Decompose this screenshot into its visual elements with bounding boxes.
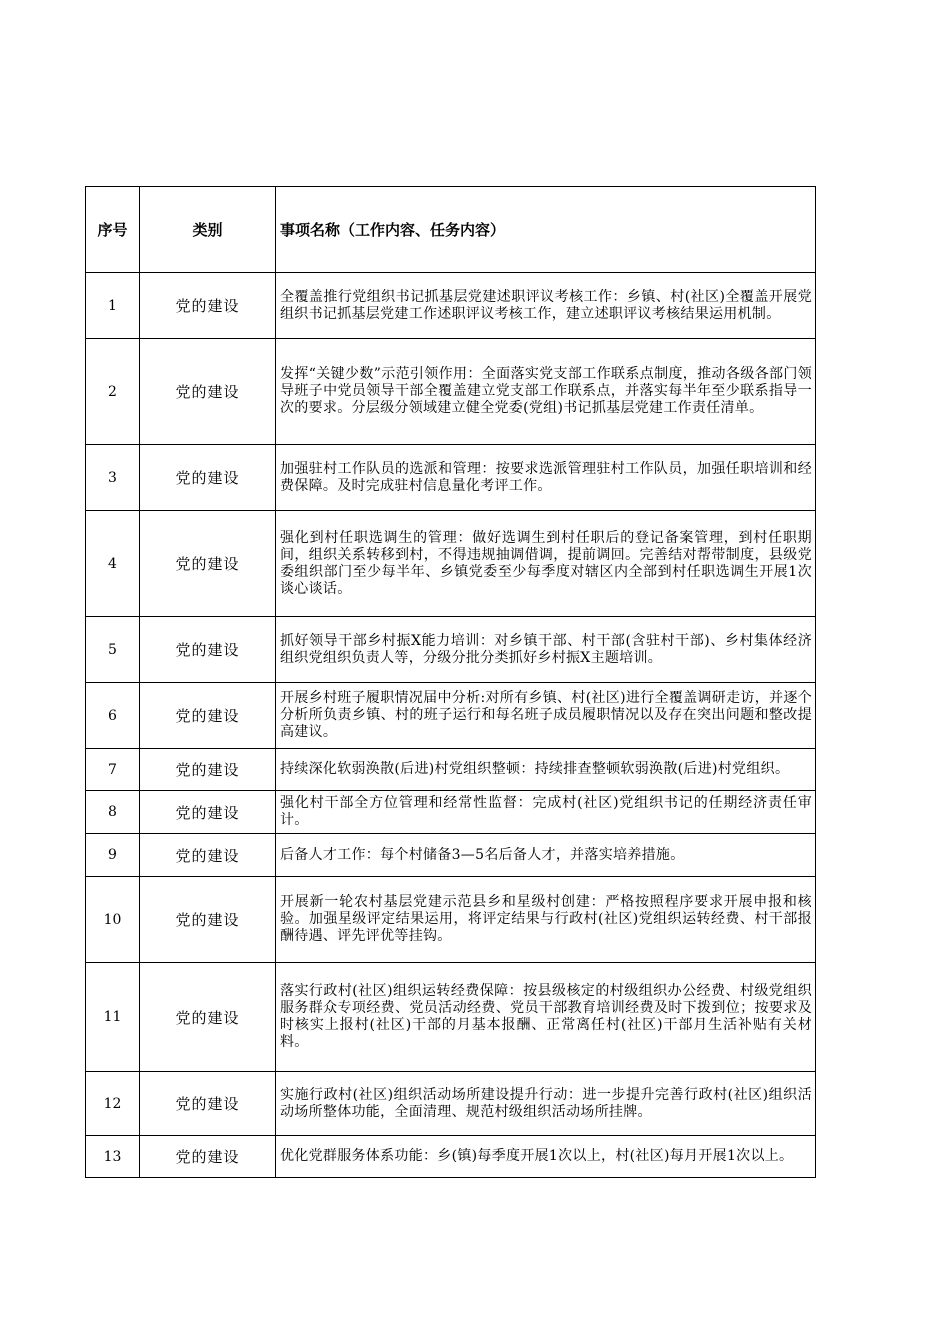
row-desc: 强化村干部全方位管理和经常性监督：完成村(社区)党组织书记的任期经济责任审计。 [276,791,816,834]
header-seq: 序号 [86,187,140,273]
table-row [86,963,816,1072]
row-seq: 2 [86,339,140,445]
table-row [86,749,816,791]
row-seq: 12 [86,1072,140,1136]
row-category: 党的建设 [140,1072,276,1136]
row-desc: 全覆盖推行党组织书记抓基层党建述职评议考核工作：乡镇、村(社区)全覆盖开展党组织书记抓基层党建工作述职评议考核工作，建立述职评议考核结果运用机制。 [276,273,816,339]
row-desc: 发挥“关键少数”示范引领作用：全面落实党支部工作联系点制度，推动各级各部门领导班子中党员领导干部全覆盖建立党支部工作联系点，并落实每半年至少联系指导一次的要求。分层级分领域建立健全党委(党组)书记抓基层党建工作责任清单。 [276,339,816,445]
row-category: 党的建设 [140,791,276,834]
row-seq: 10 [86,877,140,963]
row-category: 党的建设 [140,877,276,963]
table-row [86,617,816,683]
row-seq: 9 [86,834,140,877]
table-row [86,877,816,963]
row-category: 党的建设 [140,445,276,511]
row-seq: 1 [86,273,140,339]
row-category: 党的建设 [140,963,276,1072]
table-row [86,791,816,834]
row-desc: 优化党群服务体系功能：乡(镇)每季度开展1次以上，村(社区)每月开展1次以上。 [276,1136,816,1178]
table-row [86,339,816,445]
row-category: 党的建设 [140,339,276,445]
row-desc: 抓好领导干部乡村振X能力培训：对乡镇干部、村干部(含驻村干部)、乡村集体经济组织党组织负责人等，分级分批分类抓好乡村振X主题培训。 [276,617,816,683]
header-item: 事项名称（工作内容、任务内容） [276,187,816,273]
table-row [86,683,816,749]
row-seq: 11 [86,963,140,1072]
table-row [86,273,816,339]
table-row [86,1072,816,1136]
row-category: 党的建设 [140,749,276,791]
row-seq: 5 [86,617,140,683]
table-row [86,511,816,617]
table-row [86,1136,816,1178]
row-category: 党的建设 [140,617,276,683]
row-desc: 落实行政村(社区)组织运转经费保障：按县级核定的村级组织办公经费、村级党组织服务群众专项经费、党员活动经费、党员干部教育培训经费及时下拨到位；按要求及时核实上报村(社区)干部的月基本报酬、正常离任村(社区)干部月生活补贴有关材料。 [276,963,816,1072]
row-seq: 6 [86,683,140,749]
row-category: 党的建设 [140,1136,276,1178]
header-category: 类别 [140,187,276,273]
row-desc: 加强驻村工作队员的选派和管理：按要求选派管理驻村工作队员，加强任职培训和经费保障。及时完成驻村信息量化考评工作。 [276,445,816,511]
row-category: 党的建设 [140,273,276,339]
row-category: 党的建设 [140,511,276,617]
task-table [85,186,816,1178]
header-row [86,187,816,273]
row-desc: 开展乡村班子履职情况届中分析:对所有乡镇、村(社区)进行全覆盖调研走访，并逐个分析所负责乡镇、村的班子运行和每名班子成员履职情况以及存在突出问题和整改提高建议。 [276,683,816,749]
row-desc: 开展新一轮农村基层党建示范县乡和星级村创建：严格按照程序要求开展申报和核验。加强星级评定结果运用，将评定结果与行政村(社区)党组织运转经费、村干部报酬待遇、评先评优等挂钩。 [276,877,816,963]
row-category: 党的建设 [140,834,276,877]
row-category: 党的建设 [140,683,276,749]
table-row [86,834,816,877]
table-row [86,445,816,511]
row-desc: 实施行政村(社区)组织活动场所建设提升行动：进一步提升完善行政村(社区)组织活动场所整体功能，全面清理、规范村级组织活动场所挂牌。 [276,1072,816,1136]
row-desc: 持续深化软弱涣散(后进)村党组织整顿：持续排查整顿软弱涣散(后进)村党组织。 [276,749,816,791]
row-seq: 13 [86,1136,140,1178]
row-desc: 后备人才工作：每个村储备3—5名后备人才，并落实培养措施。 [276,834,816,877]
row-seq: 8 [86,791,140,834]
row-desc: 强化到村任职选调生的管理：做好选调生到村任职后的登记备案管理，到村任职期间，组织关系转移到村，不得违规抽调借调，提前调回。完善结对帮带制度，县级党委组织部门至少每半年、乡镇党委至少每季度对辖区内全部到村任职选调生开展1次谈心谈话。 [276,511,816,617]
row-seq: 3 [86,445,140,511]
row-seq: 7 [86,749,140,791]
row-seq: 4 [86,511,140,617]
